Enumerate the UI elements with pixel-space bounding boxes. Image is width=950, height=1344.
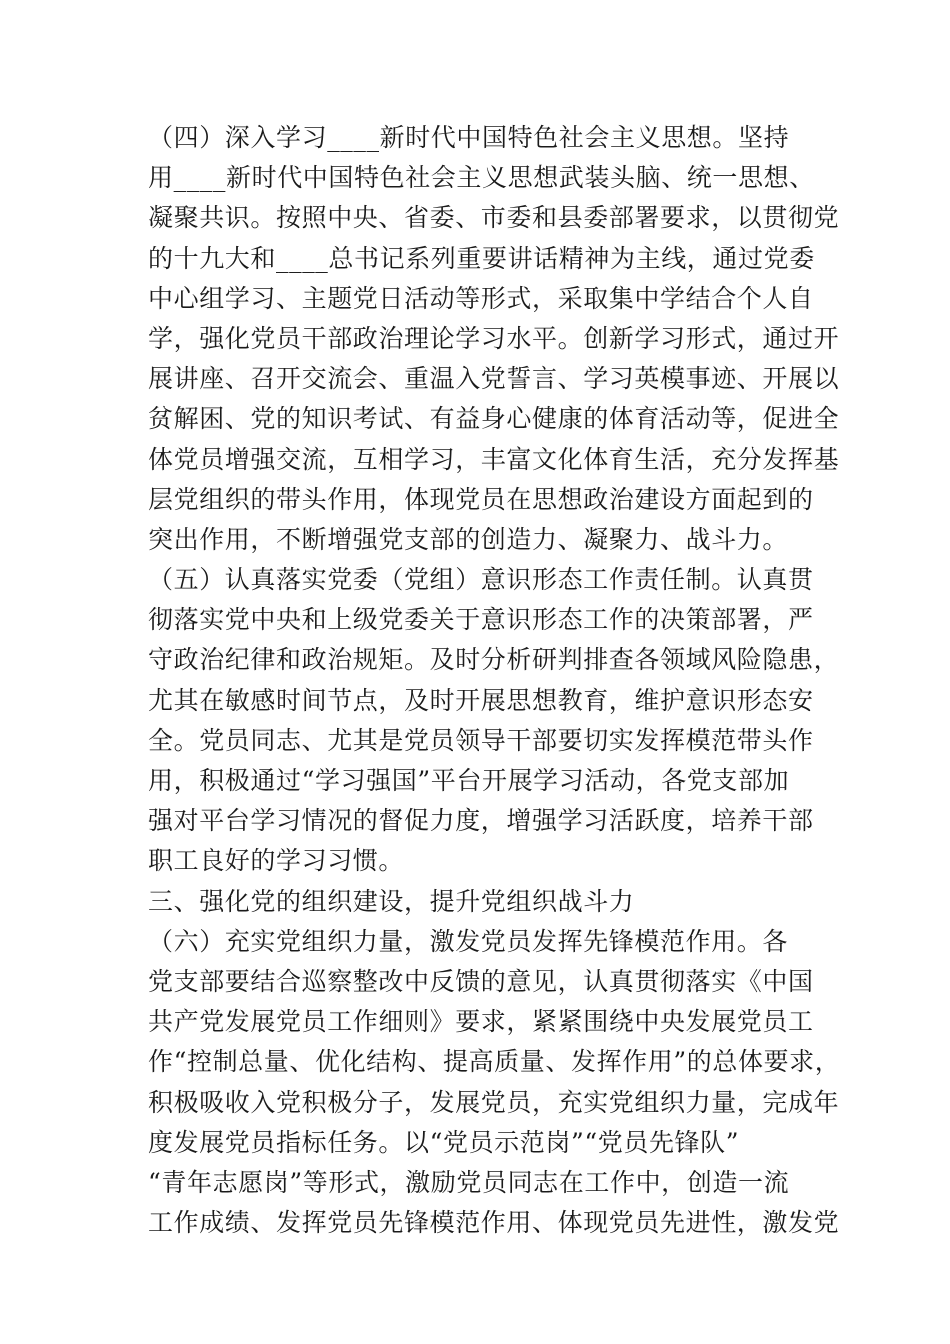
text-line: 尤其在敏感时间节点，及时开展思想教育，维护意识形态安 <box>148 685 814 715</box>
text-line: 用，积极通过“学习强国”平台开展学习活动，各党支部加 <box>148 766 790 795</box>
text-line: （六）充实党组织力量，激发党员发挥先锋模范作用。各 <box>148 926 789 956</box>
text-line: 展讲座、召开交流会、重温入党誓言、学习英模事迹、开展以 <box>148 364 840 394</box>
text-line: 体党员增强交流，互相学习，丰富文化体育生活，充分发挥基 <box>148 444 840 474</box>
text-line: 层党组织的带头作用，体现党员在思想政治建设方面起到的 <box>148 484 814 514</box>
text-line: 贫解困、党的知识考试、有益身心健康的体育活动等，促进全 <box>148 404 840 434</box>
text-line: 彻落实党中央和上级党委关于意识形态工作的决策部署，严 <box>148 605 814 635</box>
text-line: 党支部要结合巡察整改中反馈的意见，认真贯彻落实《中国 <box>148 966 814 996</box>
text-line: 突出作用，不断增强党支部的创造力、凝聚力、战斗力。 <box>148 524 789 554</box>
text-line: 全。党员同志、尤其是党员领导干部要切实发挥模范带头作 <box>148 725 814 755</box>
text-line: 用____新时代中国特色社会主义思想武装头脑、统一思想、 <box>148 163 815 193</box>
text-line: （四）深入学习____新时代中国特色社会主义思想。坚持 <box>148 123 790 152</box>
text-line: 作“控制总量、优化结构、提高质量、发挥作用”的总体要求， <box>148 1047 841 1077</box>
text-line: 积极吸收入党积极分子，发展党员，充实党组织力量，完成年 <box>148 1087 840 1117</box>
text-line: 共产党发展党员工作细则》要求，紧紧围绕中央发展党员工 <box>148 1007 814 1037</box>
text-line: 守政治纪律和政治规矩。及时分析研判排查各领域风险隐患， <box>148 645 840 675</box>
text-line: 凝聚共识。按照中央、省委、市委和县委部署要求，以贯彻党 <box>148 203 840 233</box>
text-line: 度发展党员指标任务。以“党员示范岗”“党员先锋队” <box>148 1127 740 1157</box>
text-line: 的十九大和____总书记系列重要讲话精神为主线，通过党委 <box>148 243 815 273</box>
text-line: 中心组学习、主题党日活动等形式，采取集中学结合个人自 <box>148 283 814 313</box>
body-text <box>148 118 841 1243</box>
text-line: （五）认真落实党委（党组）意识形态工作责任制。认真贯 <box>148 565 814 595</box>
text-line: “青年志愿岗”等形式，激励党员同志在工作中，创造一流 <box>148 1167 790 1197</box>
text-line: 职工良好的学习习惯。 <box>148 846 405 876</box>
text-line: 学，强化党员干部政治理论学习水平。创新学习形式，通过开 <box>148 323 840 353</box>
section-heading: 三、强化党的组织建设，提升党组织战斗力 <box>148 886 635 916</box>
text-line: 强对平台学习情况的督促力度，增强学习活跃度，培养干部 <box>148 806 814 836</box>
text-line: 工作成绩、发挥党员先锋模范作用、体现党员先进性，激发党 <box>148 1208 840 1238</box>
